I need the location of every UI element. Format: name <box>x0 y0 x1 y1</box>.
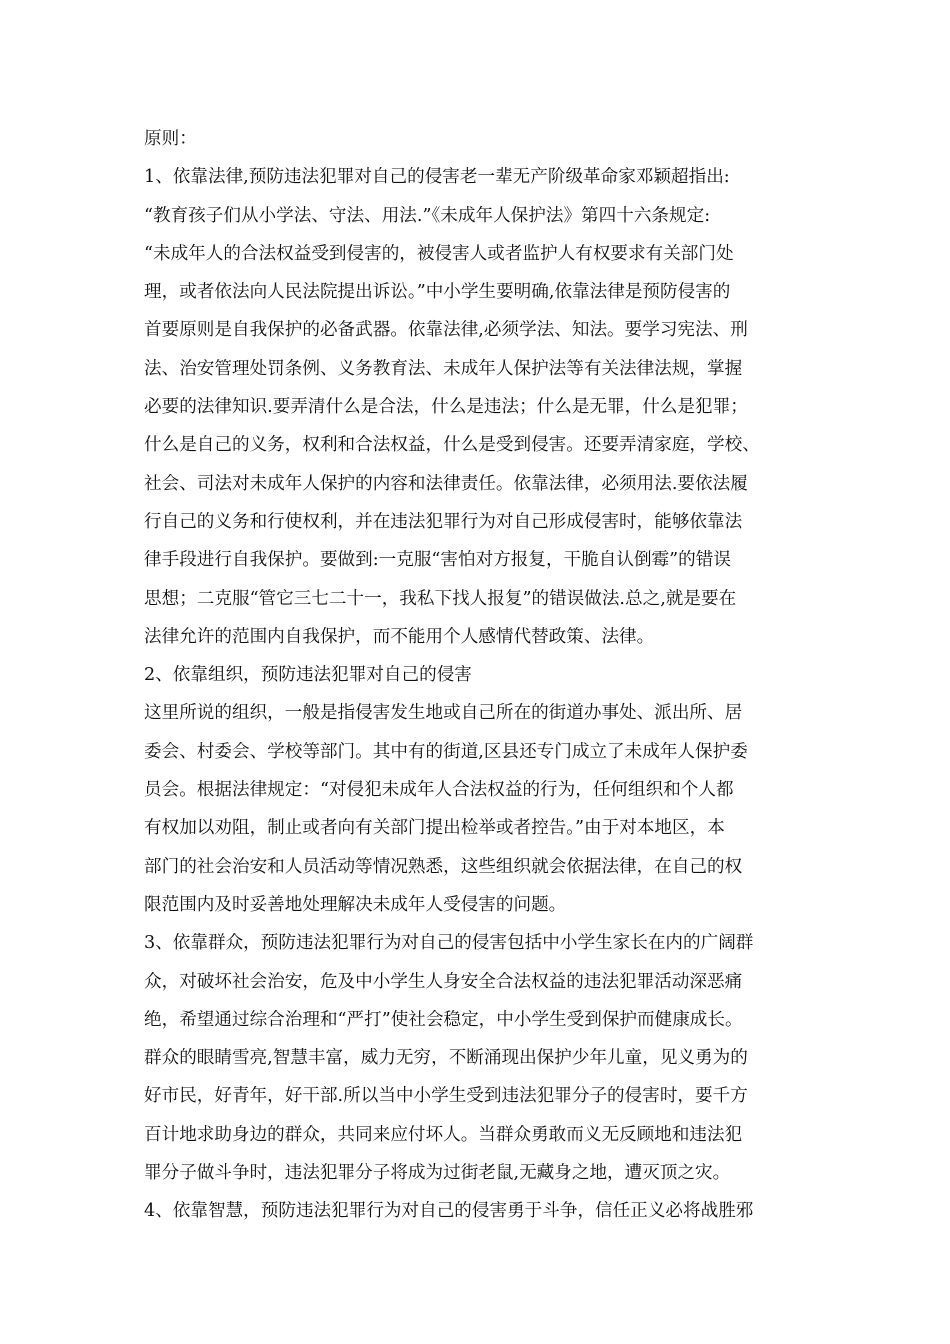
text-line: 法、治安管理处罚条例、义务教育法、未成年人保护法等有关法律法规，掌握 <box>144 358 743 379</box>
text-line: “未成年人的合法权益受到侵害的，被侵害人或者监护人有权要求有关部门处 <box>144 243 734 264</box>
text-line: “教育孩子们从小学法、守法、用法.”《未成年人保护法》第四十六条规定: <box>144 205 711 226</box>
text-line: 理，或者依法向人民法院提出诉讼。”中小学生要明确,依靠法律是预防侵害的 <box>144 282 731 303</box>
text-line: 必要的法律知识.要弄清什么是合法，什么是违法；什么是无罪，什么是犯罪； <box>144 397 748 418</box>
text-line: 原则： <box>144 129 197 149</box>
text-line: 首要原则是自我保护的必备武器。依靠法律,必须学法、知法。要学习宪法、刑 <box>144 320 748 341</box>
text-line: 限范围内及时妥善地处理解决未成年人受侵害的问题。 <box>144 894 567 915</box>
text-line: 什么是自己的义务，权利和合法权益，什么是受到侵害。还要弄清家庭，学校、 <box>144 435 760 456</box>
text-line: 罪分子做斗争时，违法犯罪分子将成为过街老鼠,无藏身之地，遭灭顶之灾。 <box>144 1163 731 1184</box>
text-line: 1、依靠法律,预防违法犯罪对自己的侵害老一辈无产阶级革命家邓颖超指出: <box>144 167 730 188</box>
text-line: 群众的眼睛雪亮,智慧丰富，威力无穷，不断涌现出保护少年儿童，见义勇为的 <box>144 1048 748 1069</box>
text-line: 思想；二克服“管它三七二十一，我私下找人报复”的错误做法.总之,就是要在 <box>144 588 737 609</box>
text-line: 3、依靠群众，预防违法犯罪行为对自己的侵害包括中小学生家长在内的广阔群 <box>144 933 754 954</box>
text-line: 委会、村委会、学校等部门。其中有的街道,区县还专门成立了未成年人保护委 <box>144 741 748 762</box>
text-line: 法律允许的范围内自我保护，而不能用个人感情代替政策、法律。 <box>144 626 655 647</box>
document-body <box>144 120 806 1231</box>
text-line: 律手段进行自我保护。要做到:一克服“害怕对方报复，干脆自认倒霉”的错误 <box>144 550 731 571</box>
text-line: 行自己的义务和行使权利，并在违法犯罪行为对自己形成侵害时，能够依靠法 <box>144 511 743 532</box>
text-line: 部门的社会治安和人员活动等情况熟悉，这些组织就会依据法律，在自己的权 <box>144 856 743 877</box>
text-line: 员会。根据法律规定：“对侵犯未成年人合法权益的行为，任何组织和个人都 <box>144 780 734 801</box>
text-line: 有权加以劝阻，制止或者向有关部门提出检举或者控告。”由于对本地区，本 <box>144 818 725 839</box>
text-line: 好市民，好青年，好干部.所以当中小学生受到违法犯罪分子的侵害时，要千方 <box>144 1086 748 1107</box>
text-line: 4、依靠智慧，预防违法犯罪行为对自己的侵害勇于斗争，信任正义必将战胜邪 <box>144 1201 754 1222</box>
text-line: 绝，希望通过综合治理和“严打”使社会稳定，中小学生受到保护而健康成长。 <box>144 1009 743 1030</box>
text-line: 众，对破坏社会治安，危及中小学生人身安全合法权益的违法犯罪活动深恶痛 <box>144 971 743 992</box>
text-line: 社会、司法对未成年人保护的内容和法律责任。依靠法律，必须用法.要依法履 <box>144 473 748 494</box>
text-line: 这里所说的组织，一般是指侵害发生地或自己所在的街道办事处、派出所、居 <box>144 703 743 724</box>
section-heading: 2、依靠组织，预防违法犯罪对自己的侵害 <box>144 665 472 686</box>
text-line: 百计地求助身边的群众，共同来应付坏人。当群众勇敢而义无反顾地和违法犯 <box>144 1124 743 1145</box>
